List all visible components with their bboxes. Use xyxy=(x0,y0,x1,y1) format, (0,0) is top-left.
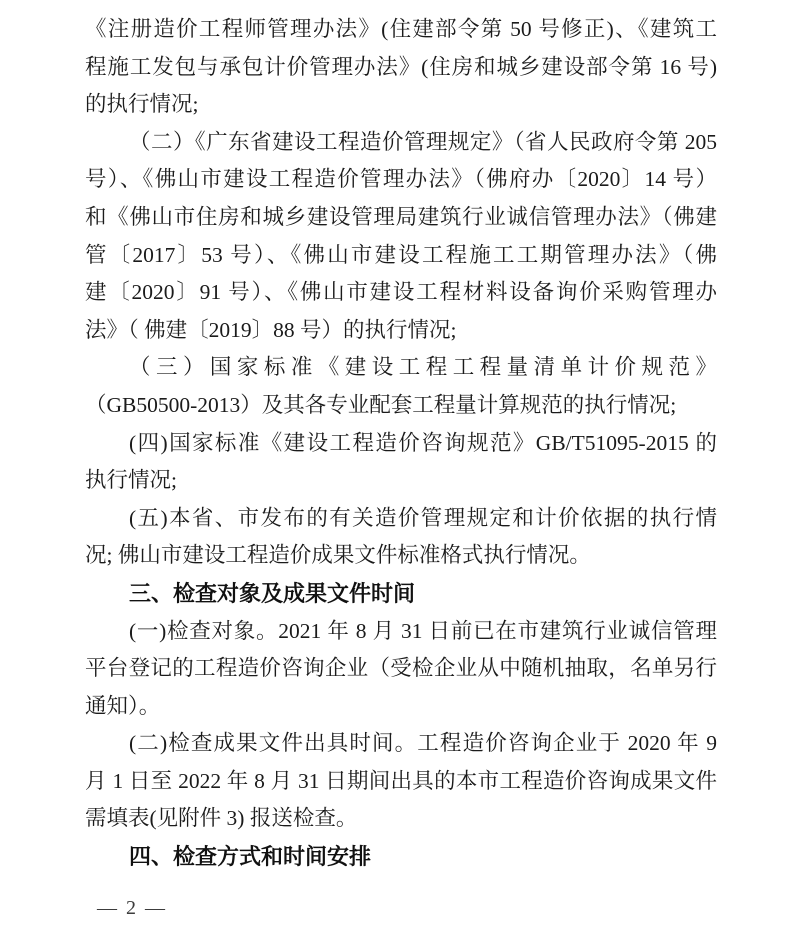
text-line: (一)检查对象。2021 年 8 月 31 日前已在市建筑行业诚信管理 xyxy=(129,618,717,643)
text-line: 程施工发包与承包计价管理办法》(住房和城乡建设部令第 16 号) xyxy=(85,54,717,79)
text-line: (二)检查成果文件出具时间。工程造价咨询企业于 2020 年 9 xyxy=(129,731,717,756)
text-line: (四)国家标准《建设工程造价咨询规范》GB/T51095-2015 的 xyxy=(129,430,717,455)
text-line: （三）国家标准《建设工程工程量清单计价规范》 xyxy=(129,355,717,380)
text-line: 法》（ 佛建〔2019〕88 号）的执行情况; xyxy=(85,317,457,342)
text-line: 需填表(见附件 3) 报送检查。 xyxy=(85,806,358,831)
section-heading: 三、检查对象及成果文件时间 xyxy=(129,580,416,606)
page-number: — 2 — xyxy=(97,897,167,919)
text-line: 《注册造价工程师管理办法》(住建部令第 50 号修正)、《建筑工 xyxy=(85,17,717,41)
text-line: (五)本省、市发布的有关造价管理规定和计价依据的执行情 xyxy=(129,505,717,530)
text-line: 管〔2017〕53 号）、《佛山市建设工程施工工期管理办法》（佛 xyxy=(85,242,717,267)
text-line: 通知）。 xyxy=(85,693,161,718)
text-line: 况; 佛山市建设工程造价成果文件标准格式执行情况。 xyxy=(85,543,591,568)
text-line: （GB50500-2013）及其各专业配套工程量计算规范的执行情况; xyxy=(85,392,677,417)
text-line: 的执行情况; xyxy=(85,92,199,117)
text-line: （二）《广东省建设工程造价管理规定》（省人民政府令第 205 xyxy=(129,129,717,154)
section-heading: 四、检查方式和时间安排 xyxy=(129,844,372,870)
text-line: 建〔2020〕91 号）、《佛山市建设工程材料设备询价采购管理办 xyxy=(85,280,717,305)
text-line: 号）、《佛山市建设工程造价管理办法》（佛府办〔2020〕14 号） xyxy=(85,167,717,192)
text-line: 和《佛山市住房和城乡建设管理局建筑行业诚信管理办法》（佛建 xyxy=(85,204,717,229)
text-line: 月 1 日至 2022 年 8 月 31 日期间出具的本市工程造价咨询成果文件 xyxy=(85,768,717,793)
text-line: 执行情况; xyxy=(85,468,177,493)
text-line: 平台登记的工程造价咨询企业（受检企业从中随机抽取，名单另行 xyxy=(85,656,717,681)
document-body xyxy=(85,11,717,876)
